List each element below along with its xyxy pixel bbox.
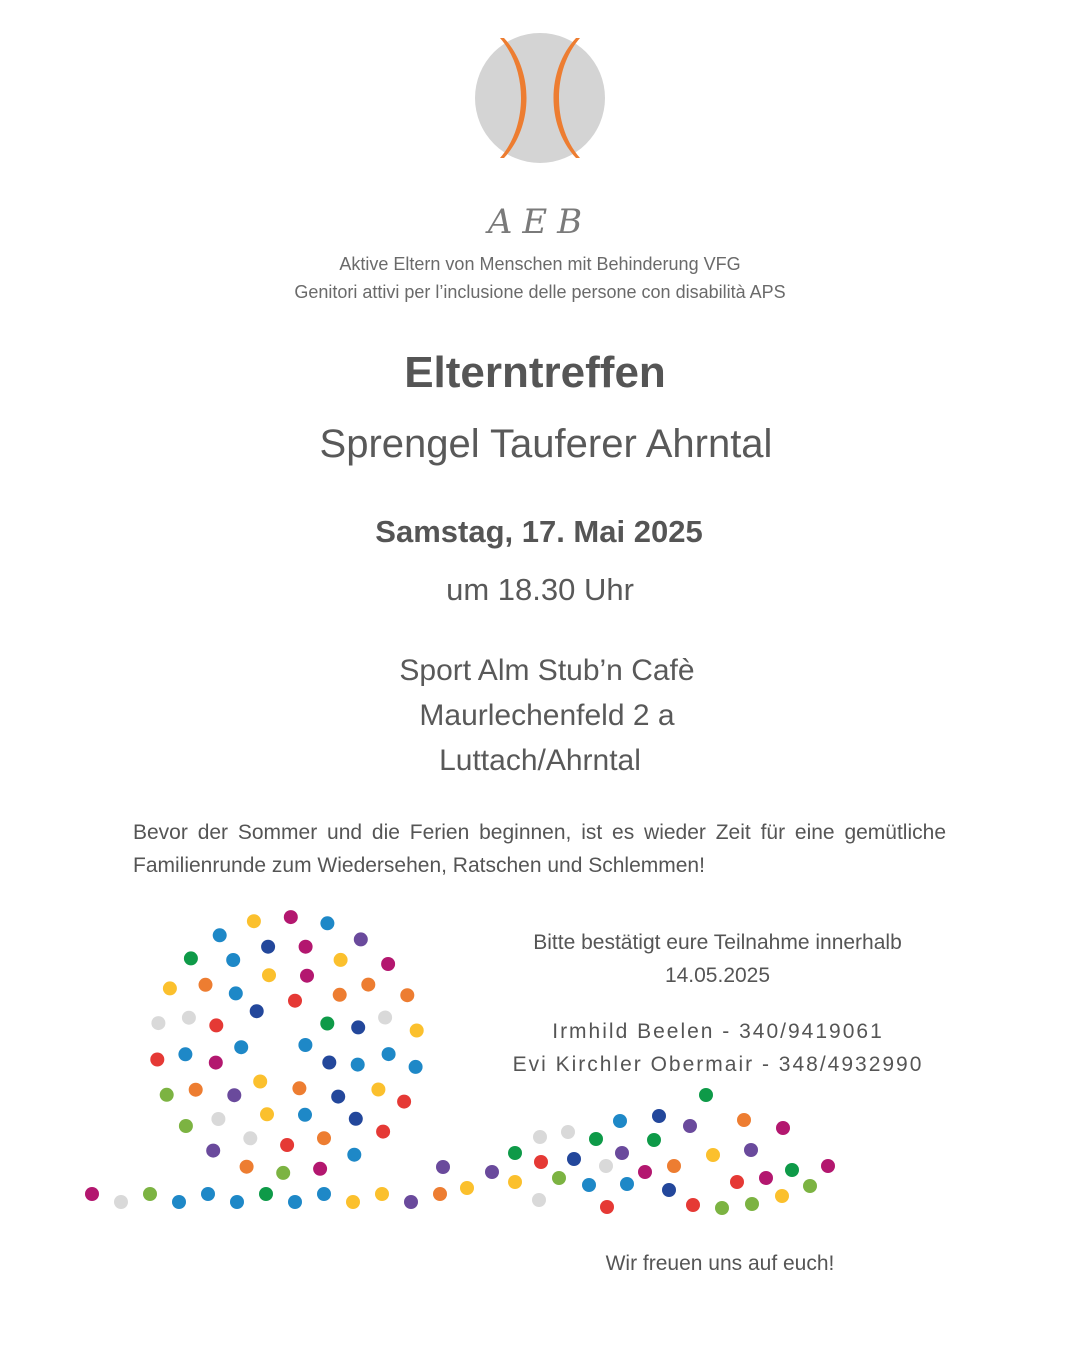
- venue-name: Sport Alm Stub’n Cafè: [399, 654, 695, 687]
- decor-dot: [647, 1133, 661, 1147]
- decor-dot: [163, 981, 177, 995]
- decor-dot: [351, 1020, 365, 1034]
- decor-dot: [209, 1018, 223, 1032]
- decor-dot: [189, 1083, 203, 1097]
- org-name-italian: Genitori attivi per l’inclusione delle persone con disabilità APS: [294, 282, 786, 302]
- decor-dot: [288, 1195, 302, 1209]
- decor-dot: [280, 1138, 294, 1152]
- decor-dot: [686, 1198, 700, 1212]
- decor-dot: [199, 978, 213, 992]
- contact-list: [488, 1015, 948, 1081]
- decor-dot: [460, 1181, 474, 1195]
- decor-dot: [349, 1112, 363, 1126]
- decor-dot: [775, 1189, 789, 1203]
- decor-dot: [261, 940, 275, 954]
- decor-dot: [240, 1160, 254, 1174]
- event-time: um 18.30 Uhr: [446, 572, 634, 607]
- decor-dot: [182, 1011, 196, 1025]
- decor-dot: [179, 1119, 193, 1133]
- decor-dot: [276, 1166, 290, 1180]
- decor-dot: [533, 1130, 547, 1144]
- decor-dot: [211, 1112, 225, 1126]
- decor-dot: [715, 1201, 729, 1215]
- decor-dot: [433, 1187, 447, 1201]
- decor-dot: [184, 951, 198, 965]
- closing-line: Wir freuen uns auf euch!: [605, 1252, 835, 1275]
- decor-dot: [206, 1144, 220, 1158]
- decor-dot: [334, 953, 348, 967]
- decor-dot: [317, 1187, 331, 1201]
- decor-dot: [785, 1163, 799, 1177]
- decor-dot: [400, 988, 414, 1002]
- decor-dot: [552, 1171, 566, 1185]
- event-title: Elterntreffen: [404, 348, 666, 397]
- decor-dot: [346, 1195, 360, 1209]
- org-abbreviation: AEB: [487, 202, 593, 242]
- decor-dot: [532, 1193, 546, 1207]
- decor-dot: [298, 1108, 312, 1122]
- decor-dot: [615, 1146, 629, 1160]
- decor-dot: [683, 1119, 697, 1133]
- decor-dot: [404, 1195, 418, 1209]
- decor-dot: [737, 1113, 751, 1127]
- decor-dot: [229, 986, 243, 1000]
- decor-dot: [567, 1152, 581, 1166]
- rsvp-deadline: 14.05.2025: [664, 964, 771, 987]
- decor-dot: [354, 932, 368, 946]
- decor-dot: [292, 1081, 306, 1095]
- decor-dot: [382, 1047, 396, 1061]
- decor-dot: [247, 914, 261, 928]
- decor-dot: [151, 1016, 165, 1030]
- logo-circle: [475, 33, 605, 163]
- decor-dot: [213, 928, 227, 942]
- decor-dot: [284, 910, 298, 924]
- intro-paragraph: Bevor der Sommer und die Ferien beginnen, ist es wieder Zeit für eine gemütliche Familienrunde zum Wiedersehen, Ratschen und Schlemmen!: [133, 821, 946, 877]
- decor-dot: [652, 1109, 666, 1123]
- decor-dot: [375, 1187, 389, 1201]
- decor-dot: [259, 1187, 273, 1201]
- decor-dot: [253, 1075, 267, 1089]
- decor-dot: [317, 1131, 331, 1145]
- decor-dot: [397, 1095, 411, 1109]
- decor-dot: [534, 1155, 548, 1169]
- decor-dot: [351, 1058, 365, 1072]
- decor-dot: [759, 1171, 773, 1185]
- decor-dot: [485, 1165, 499, 1179]
- decor-dot: [378, 1011, 392, 1025]
- decor-dot: [234, 1040, 248, 1054]
- decor-dot: [172, 1195, 186, 1209]
- rsvp-block: [490, 926, 945, 992]
- contact-item: Irmhild Beelen - 340/9419061: [552, 1020, 884, 1043]
- decor-dot: [582, 1178, 596, 1192]
- decor-dot: [410, 1024, 424, 1038]
- event-date: Samstag, 17. Mai 2025: [375, 514, 703, 549]
- decor-dot: [331, 1090, 345, 1104]
- decor-dot: [381, 957, 395, 971]
- decor-dot: [589, 1132, 603, 1146]
- decor-dot: [730, 1175, 744, 1189]
- decor-dot: [620, 1177, 634, 1191]
- decor-dot: [300, 969, 314, 983]
- decor-dot: [114, 1195, 128, 1209]
- decor-dot: [409, 1060, 423, 1074]
- decor-dot: [160, 1088, 174, 1102]
- decor-dot: [333, 988, 347, 1002]
- decor-dot: [313, 1162, 327, 1176]
- decor-dot: [320, 1017, 334, 1031]
- event-subtitle: Sprengel Tauferer Ahrntal: [319, 422, 773, 466]
- decor-dot: [209, 1056, 223, 1070]
- decor-dot: [150, 1053, 164, 1067]
- decor-dot: [662, 1183, 676, 1197]
- decor-dot: [288, 994, 302, 1008]
- decor-dot: [744, 1143, 758, 1157]
- decor-dot: [299, 940, 313, 954]
- decor-dot: [361, 978, 375, 992]
- decor-dot: [262, 968, 276, 982]
- decor-dot: [143, 1187, 157, 1201]
- decor-dot: [376, 1125, 390, 1139]
- decor-dot: [745, 1197, 759, 1211]
- aeb-logo: [470, 30, 610, 165]
- decor-dot: [803, 1179, 817, 1193]
- decor-dot: [508, 1146, 522, 1160]
- decor-dot: [638, 1165, 652, 1179]
- decor-dot: [227, 1088, 241, 1102]
- decor-dot: [436, 1160, 450, 1174]
- decor-dot: [776, 1121, 790, 1135]
- decor-dot: [226, 953, 240, 967]
- venue-street: Maurlechenfeld 2 a: [419, 699, 675, 732]
- contact-item: Evi Kirchler Obermair - 348/4932990: [512, 1053, 924, 1076]
- venue-town: Luttach/Ahrntal: [439, 744, 641, 777]
- decor-dot: [250, 1004, 264, 1018]
- decor-dot: [821, 1159, 835, 1173]
- decor-dot: [201, 1187, 215, 1201]
- decor-dot: [699, 1088, 713, 1102]
- rsvp-text: Bitte bestätigt eure Teilnahme innerhalb: [533, 931, 902, 954]
- decor-dot: [260, 1107, 274, 1121]
- decor-dot: [508, 1175, 522, 1189]
- decor-dot: [322, 1056, 336, 1070]
- decor-dot: [230, 1195, 244, 1209]
- decor-dot: [371, 1083, 385, 1097]
- decor-dot: [706, 1148, 720, 1162]
- decor-dot: [347, 1148, 361, 1162]
- decor-dot: [561, 1125, 575, 1139]
- org-name-german: Aktive Eltern von Menschen mit Behinderung VFG: [339, 254, 741, 274]
- decor-dot: [178, 1047, 192, 1061]
- decor-dot: [599, 1159, 613, 1173]
- decor-dot: [85, 1187, 99, 1201]
- decor-dot: [600, 1200, 614, 1214]
- decor-dot: [667, 1159, 681, 1173]
- decor-dot: [298, 1038, 312, 1052]
- decor-dot: [613, 1114, 627, 1128]
- decor-dot: [243, 1131, 257, 1145]
- decor-dot: [320, 916, 334, 930]
